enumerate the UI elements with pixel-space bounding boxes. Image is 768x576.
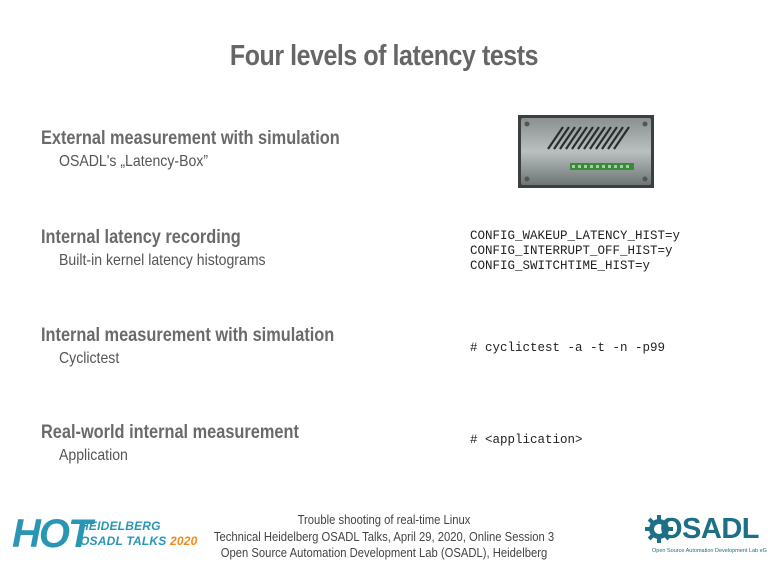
section-external-measurement xyxy=(41,128,388,171)
section-heading: Internal measurement with simulation xyxy=(41,325,335,346)
code-cyclictest xyxy=(470,341,665,356)
hot-logo-talks: OSADL TALKS xyxy=(80,534,167,548)
code-line: # cyclictest -a -t -n -p99 xyxy=(470,341,666,355)
hot-logo-mark: HOT xyxy=(12,512,91,556)
section-heading: External measurement with simulation xyxy=(41,128,340,149)
section-heading: Real-world internal measurement xyxy=(41,422,299,443)
page-title: Four levels of latency tests xyxy=(229,40,539,72)
section-subtitle: Built-in kernel latency histograms xyxy=(59,252,266,269)
code-line: CONFIG_SWITCHTIME_HIST=y xyxy=(470,259,651,273)
osadl-logo-subtitle: Open Source Automation Development Lab eG xyxy=(652,548,767,554)
hot-logo-line1: HEIDELBERG xyxy=(80,519,161,533)
section-subtitle: Application xyxy=(59,447,128,464)
code-application xyxy=(470,433,583,448)
code-line: CONFIG_INTERRUPT_OFF_HIST=y xyxy=(470,244,673,258)
latency-box-device-image xyxy=(518,115,654,188)
code-kernel-histograms xyxy=(470,229,680,274)
section-heading: Internal latency recording xyxy=(41,227,241,248)
code-line: # <application> xyxy=(470,433,583,447)
osadl-logo xyxy=(640,510,767,560)
osadl-logo-text: OSADL xyxy=(660,513,759,545)
footer-line-1: Trouble shooting of real-time Linux xyxy=(297,513,471,527)
section-real-world xyxy=(41,422,341,465)
code-line: CONFIG_WAKEUP_LATENCY_HIST=y xyxy=(470,229,681,243)
footer-line-2: Technical Heidelberg OSADL Talks, April 29, 2020, Online Session 3 xyxy=(213,529,555,544)
section-internal-recording xyxy=(41,227,294,270)
section-internal-simulation xyxy=(41,325,382,368)
footer-text xyxy=(38,512,729,562)
footer-line-3: Open Source Automation Development Lab (OSADL), Heidelberg xyxy=(220,546,548,560)
hot-logo-year: 2020 xyxy=(169,534,198,548)
section-subtitle: Cyclictest xyxy=(59,350,120,367)
section-subtitle: OSADL's „Latency-Box” xyxy=(59,153,209,170)
